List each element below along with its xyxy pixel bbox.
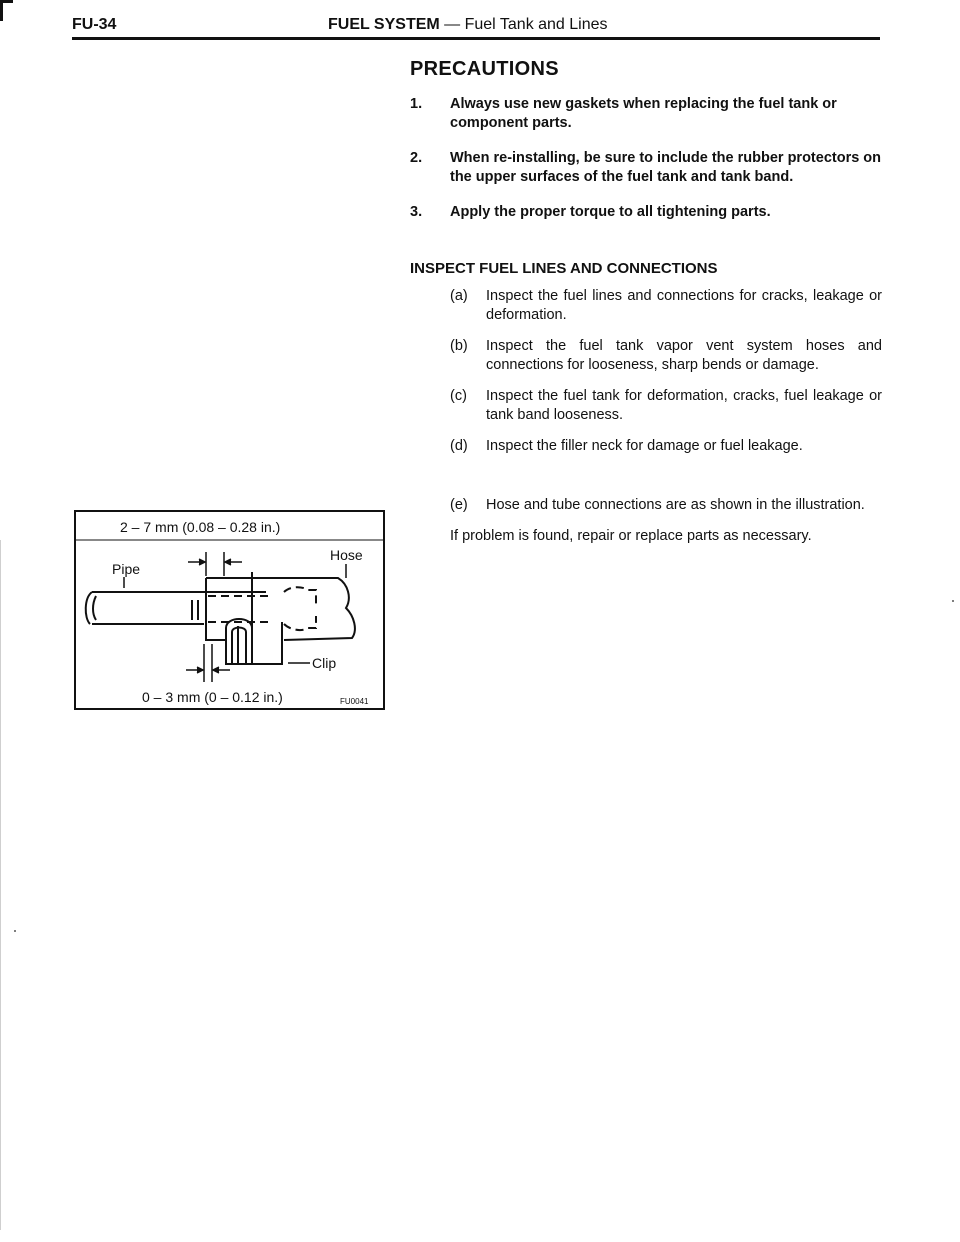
hose-shape xyxy=(206,572,355,640)
section-title-rest: — Fuel Tank and Lines xyxy=(439,16,608,33)
inspect-item-text: Inspect the fuel tank for deformation, cracks, fuel leakage or tank band looseness. xyxy=(486,388,882,423)
bottom-dimension-label: 0 – 3 mm (0 – 0.12 in.) xyxy=(142,689,283,705)
precaution-text: Always use new gaskets when replacing the fuel tank or component parts. xyxy=(450,96,837,131)
hose-label: Hose xyxy=(330,547,363,563)
inspect-item xyxy=(410,337,882,375)
scan-left-edge xyxy=(0,540,1,1230)
precaution-item xyxy=(410,149,882,187)
precaution-number: 3. xyxy=(410,204,423,220)
inspect-item-label: (e) xyxy=(450,497,468,513)
precaution-text: When re-installing, be sure to include the rubber protectors on the upper surfaces of the fuel tank and tank band. xyxy=(450,150,882,185)
scan-speck xyxy=(14,930,16,932)
bottom-dimension-marks xyxy=(186,644,230,682)
inserted-pipe-hidden-lines xyxy=(208,587,316,630)
inspect-item-label: (a) xyxy=(450,288,468,304)
inspect-item-text: Inspect the fuel lines and connections for cracks, leakage or deformation. xyxy=(486,288,882,323)
header-rule xyxy=(72,37,880,40)
precaution-number: 2. xyxy=(410,150,423,166)
page-corner-mark xyxy=(0,0,13,21)
precaution-item xyxy=(410,203,882,222)
top-dimension-label: 2 – 7 mm (0.08 – 0.28 in.) xyxy=(120,519,281,535)
inspect-item-label: (d) xyxy=(450,438,468,454)
pipe-bulge-marks xyxy=(192,600,198,620)
inspect-item-text: Inspect the filler neck for damage or fuel leakage. xyxy=(486,438,803,454)
inspect-item xyxy=(410,496,882,515)
precaution-text: Apply the proper torque to all tightening parts. xyxy=(450,204,771,220)
inspect-item-text: Hose and tube connections are as shown in the illustration. xyxy=(486,497,865,513)
clip-shape xyxy=(226,619,282,664)
inspect-item xyxy=(410,437,882,456)
inspect-item-text: Inspect the fuel tank vapor vent system hoses and connections for looseness, sharp bends or damage. xyxy=(486,338,882,373)
section-title xyxy=(328,16,608,34)
scan-speck xyxy=(952,600,954,602)
inspect-item-label: (b) xyxy=(450,338,468,354)
precaution-number: 1. xyxy=(410,96,423,112)
hose-connection-figure xyxy=(74,510,385,710)
precautions-heading: PRECAUTIONS xyxy=(410,58,559,80)
top-dimension-marks xyxy=(188,552,242,576)
hose-connection-illustration xyxy=(76,512,383,708)
section-title-main: FUEL SYSTEM xyxy=(328,16,440,33)
inspect-item xyxy=(410,387,882,425)
repair-note: If problem is found, repair or replace parts as necessary. xyxy=(450,528,812,544)
inspect-item-label: (c) xyxy=(450,388,467,404)
pipe-label: Pipe xyxy=(112,561,141,577)
page-code: FU-34 xyxy=(72,16,117,33)
clip-label: Clip xyxy=(312,655,337,671)
inspect-heading: INSPECT FUEL LINES AND CONNECTIONS xyxy=(410,260,718,277)
inspect-item xyxy=(410,287,882,325)
main-content xyxy=(410,58,882,546)
precaution-item xyxy=(410,95,882,133)
figure-code: FU0041 xyxy=(340,697,369,706)
